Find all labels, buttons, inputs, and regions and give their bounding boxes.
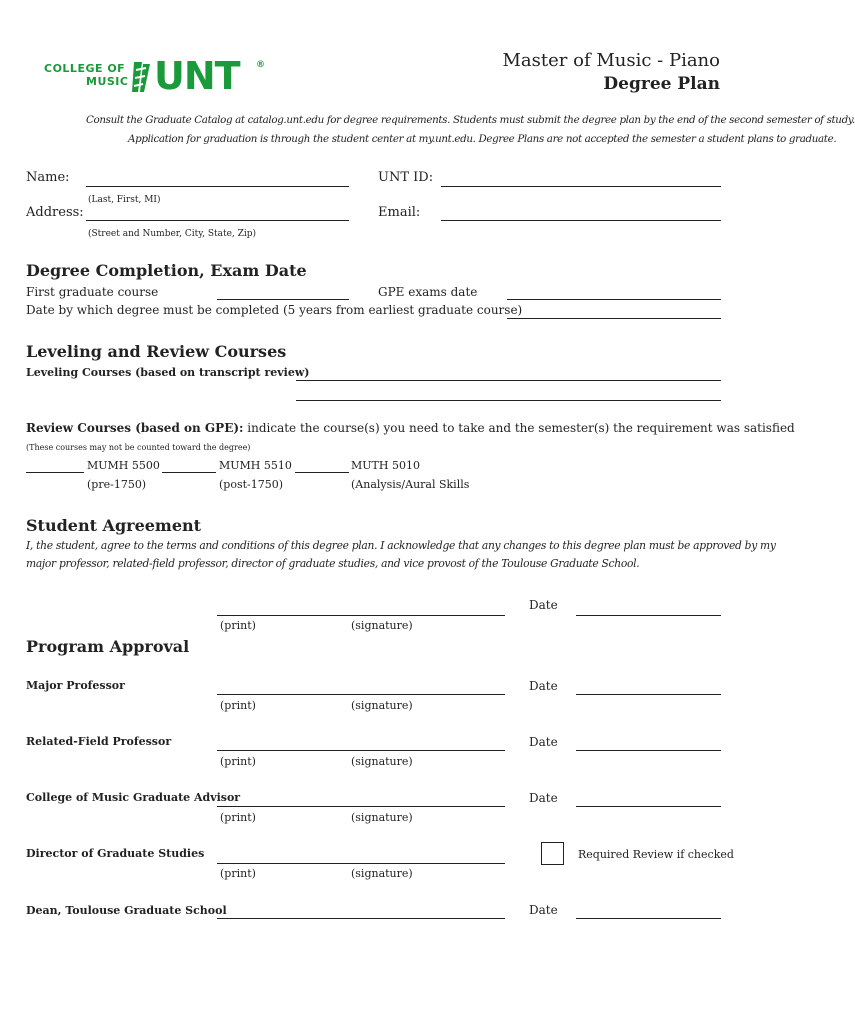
related-professor-field[interactable] <box>217 750 505 751</box>
course-2-field[interactable] <box>162 472 216 473</box>
intro-line-2: Application for graduation is through the student center at my.unt.edu. Degree Plans are not accepted the semester a student plans to graduate. <box>128 133 837 145</box>
student-print-hint: (print) <box>220 619 256 632</box>
deadline-field[interactable] <box>507 318 721 319</box>
completion-heading: Degree Completion, Exam Date <box>26 261 307 280</box>
director-label: Director of Graduate Studies <box>26 847 205 860</box>
course-3-desc: (Analysis/Aural Skills <box>351 478 470 491</box>
logo-unt: UNT <box>154 54 240 98</box>
course-1-field[interactable] <box>26 472 84 473</box>
agreement-line-1: I, the student, agree to the terms and conditions of this degree plan. I acknowledge that any changes to this degree plan must be approved by my <box>26 539 776 552</box>
course-3-field[interactable] <box>295 472 349 473</box>
review-label <box>26 421 795 435</box>
student-date-label: Date <box>529 598 558 612</box>
leveling-field-2[interactable] <box>296 400 721 401</box>
agreement-line-2: major professor, related-field professor, director of graduate studies, and vice provost of the Toulouse Graduate School. <box>26 557 640 570</box>
advisor-field[interactable] <box>217 806 505 807</box>
related-print-hint: (print) <box>220 755 256 768</box>
leveling-field-1[interactable] <box>296 380 721 381</box>
major-professor-field[interactable] <box>217 694 505 695</box>
logo-music: MUSIC <box>86 75 129 88</box>
approval-heading: Program Approval <box>26 637 190 656</box>
course-1-code: MUMH 5500 <box>87 459 160 472</box>
eagle-mark-icon <box>130 60 152 94</box>
director-field[interactable] <box>217 863 505 864</box>
review-label-bold: Review Courses (based on GPE): <box>26 421 244 435</box>
major-signature-hint: (signature) <box>351 699 413 712</box>
required-review-checkbox[interactable] <box>541 842 564 865</box>
deadline-label: Date by which degree must be completed (5 years from earliest graduate course) <box>26 303 523 317</box>
related-signature-hint: (signature) <box>351 755 413 768</box>
course-2-code: MUMH 5510 <box>219 459 292 472</box>
gpe-date-field[interactable] <box>507 299 721 300</box>
dean-date-field[interactable] <box>576 918 721 919</box>
first-course-field[interactable] <box>217 299 349 300</box>
document-title: Master of Music - Piano <box>502 50 720 71</box>
college-logo <box>44 54 266 98</box>
email-label: Email: <box>378 205 421 220</box>
advisor-label: College of Music Graduate Advisor <box>26 791 241 804</box>
document-subtitle: Degree Plan <box>603 74 720 94</box>
required-review-label: Required Review if checked <box>578 848 734 861</box>
address-label: Address: <box>26 205 84 220</box>
dean-label: Dean, Toulouse Graduate School <box>26 904 227 917</box>
advisor-print-hint: (print) <box>220 811 256 824</box>
major-print-hint: (print) <box>220 699 256 712</box>
gpe-date-label: GPE exams date <box>378 285 478 299</box>
dean-date-label: Date <box>529 903 558 917</box>
name-label: Name: <box>26 170 70 185</box>
address-hint: (Street and Number, City, State, Zip) <box>88 229 257 239</box>
course-3-code: MUTH 5010 <box>351 459 420 472</box>
leveling-label: Leveling Courses (based on transcript review) <box>26 366 310 379</box>
major-date-label: Date <box>529 679 558 693</box>
advisor-date-label: Date <box>529 791 558 805</box>
course-1-desc: (pre-1750) <box>87 478 147 491</box>
director-signature-hint: (signature) <box>351 867 413 880</box>
related-date-field[interactable] <box>576 750 721 751</box>
intro-line-1: Consult the Graduate Catalog at catalog.unt.edu for degree requirements. Students must submit the degree plan by the end of the second semester of study. <box>86 114 855 126</box>
first-course-label: First graduate course <box>26 285 159 299</box>
review-label-rest: indicate the course(s) you need to take and the semester(s) the requirement was satisfied <box>243 421 795 435</box>
related-date-label: Date <box>529 735 558 749</box>
address-field[interactable] <box>86 220 349 221</box>
major-date-field[interactable] <box>576 694 721 695</box>
student-signature-hint: (signature) <box>351 619 413 632</box>
dean-field[interactable] <box>217 918 505 919</box>
email-field[interactable] <box>441 220 721 221</box>
advisor-signature-hint: (signature) <box>351 811 413 824</box>
leveling-heading: Leveling and Review Courses <box>26 342 287 361</box>
unt-id-label: UNT ID: <box>378 170 434 185</box>
name-field[interactable] <box>86 186 349 187</box>
name-hint: (Last, First, MI) <box>88 195 161 205</box>
director-print-hint: (print) <box>220 867 256 880</box>
student-date-field[interactable] <box>576 615 721 616</box>
advisor-date-field[interactable] <box>576 806 721 807</box>
logo-college-of: COLLEGE OF <box>44 62 126 75</box>
course-2-desc: (post-1750) <box>219 478 284 491</box>
related-professor-label: Related-Field Professor <box>26 735 172 748</box>
review-note: (These courses may not be counted toward the degree) <box>26 443 251 452</box>
logo-registered: ® <box>256 60 265 70</box>
unt-id-field[interactable] <box>441 186 721 187</box>
agreement-heading: Student Agreement <box>26 516 202 535</box>
major-professor-label: Major Professor <box>26 679 125 692</box>
student-signature-field[interactable] <box>217 615 505 616</box>
